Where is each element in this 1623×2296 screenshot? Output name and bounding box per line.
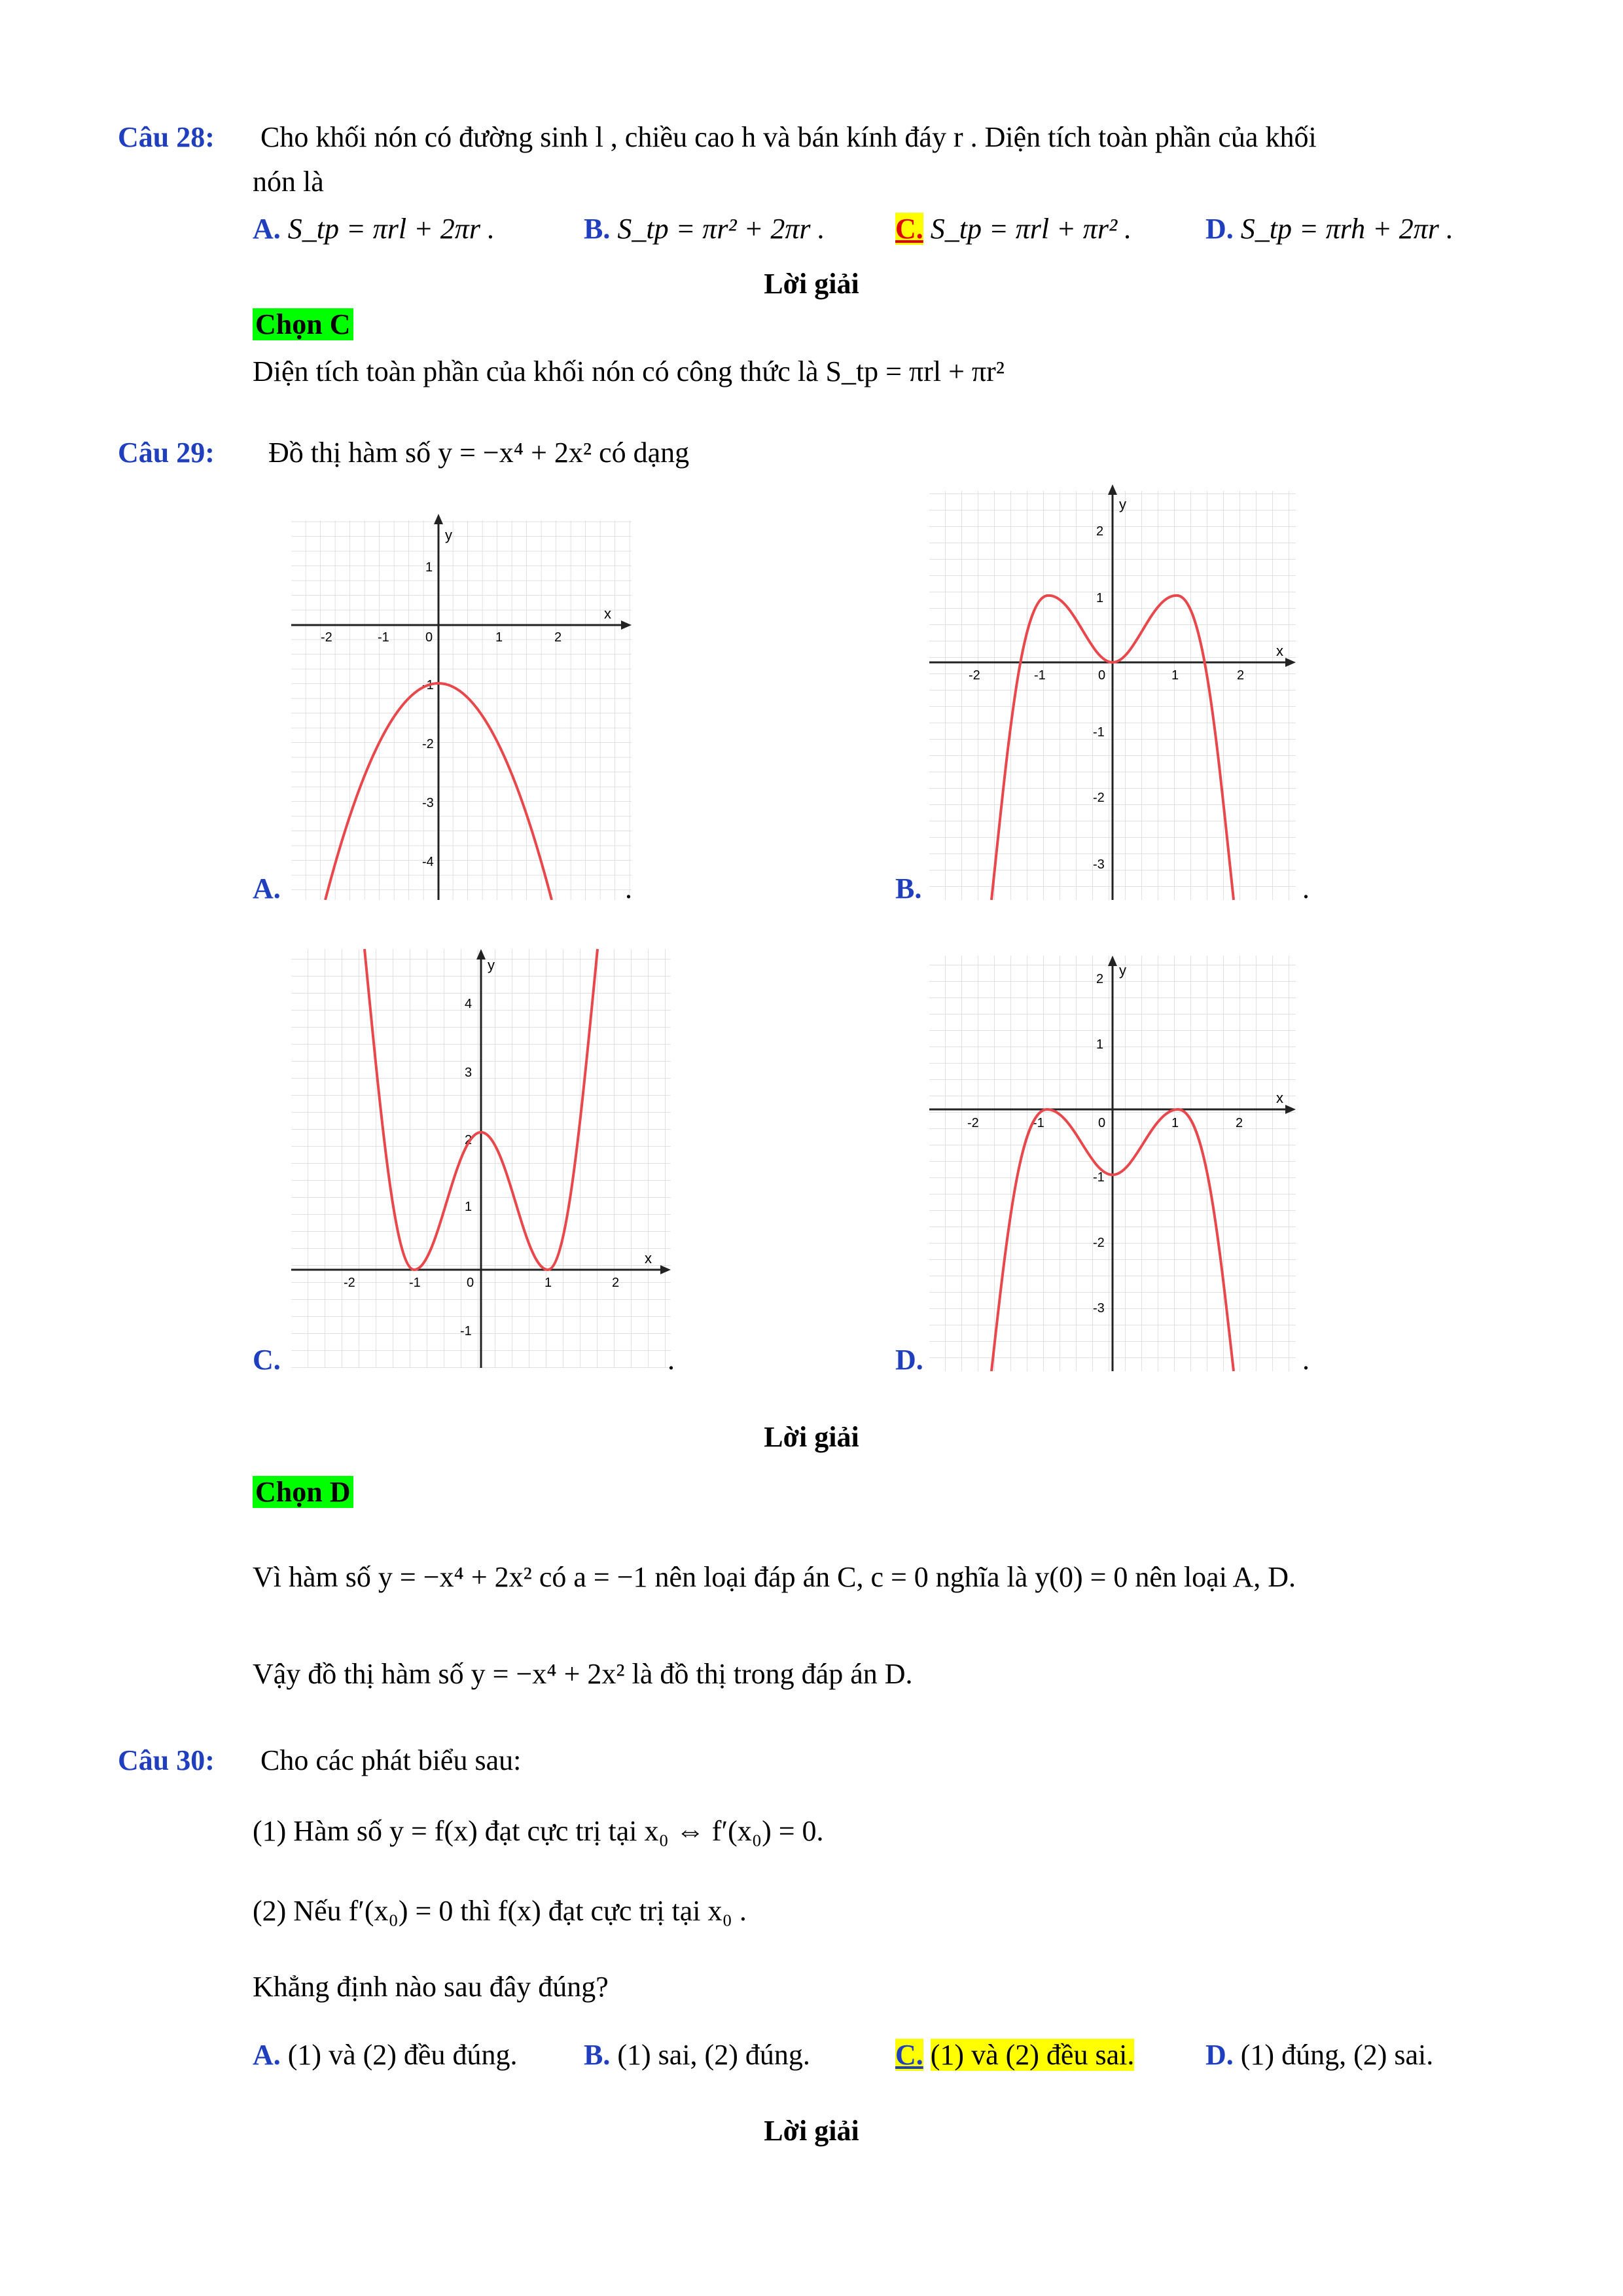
graph-d-ytick: 1 [1096, 1037, 1104, 1052]
graph-b-xtick: -2 [969, 668, 980, 683]
graph-a-xtick: -1 [378, 630, 389, 645]
graph-d-dot: . [1302, 1344, 1310, 1376]
graph-d-y-label: y [1119, 962, 1126, 978]
q30-question: Khẳng định nào sau đây đúng? [253, 1971, 609, 2003]
graph-c-ytick: 4 [465, 997, 473, 1011]
graph-c-label: C. [253, 1344, 281, 1376]
q28-solution-heading: Lời giải [764, 268, 859, 300]
q28-text-line2: nón là [253, 166, 324, 198]
graph-c-xtick: -2 [344, 1276, 355, 1290]
graph-b-xtick: 2 [1237, 668, 1245, 683]
graph-b [929, 478, 1296, 906]
graph-a-label: A. [253, 872, 281, 905]
graph-a-x-label: x [604, 605, 611, 622]
q30-option-b[interactable] [584, 2039, 810, 2071]
q28-option-d[interactable] [1205, 213, 1454, 245]
graph-b-xtick: 1 [1171, 668, 1179, 683]
q28-option-b-text: S_tp = πr² + 2πr . [617, 213, 825, 245]
graph-d-ytick: -1 [1093, 1170, 1105, 1185]
graph-a-xtick: -2 [321, 630, 332, 645]
q29-explanation1: Vì hàm số y = −x⁴ + 2x² có a = −1 nên loại đáp án C, c = 0 nghĩa là y(0) = 0 nên loại A, D. [253, 1561, 1296, 1593]
q30-statement1: (1) Hàm số y = f(x) đạt cực trị tại x₀ ⇔ f′(x₀) = 0. [253, 1815, 824, 1847]
graph-d-x-label: x [1276, 1090, 1283, 1106]
graph-c [291, 942, 671, 1374]
graph-c-ytick: 2 [465, 1133, 473, 1147]
graph-c-svg [291, 942, 671, 1368]
q30-option-d[interactable] [1205, 2039, 1433, 2071]
graph-c-xtick: -1 [409, 1276, 421, 1290]
q30-option-b-text: (1) sai, (2) đúng. [617, 2039, 810, 2071]
q28-option-b-label: B. [584, 213, 611, 245]
q28-option-b[interactable] [584, 213, 825, 245]
q30-option-a-text: (1) và (2) đều đúng. [287, 2039, 518, 2071]
graph-b-xtick: -1 [1034, 668, 1046, 683]
graph-d-xtick: 2 [1236, 1116, 1243, 1130]
graph-a-svg [291, 507, 632, 900]
graph-d-xtick: -2 [967, 1116, 979, 1130]
q28-option-d-label: D. [1205, 213, 1234, 245]
q30-option-a-label: A. [253, 2039, 281, 2071]
graph-d [929, 949, 1296, 1378]
graph-c-y-label: y [488, 957, 495, 973]
q29-choice: Chọn D [253, 1476, 353, 1508]
q28-option-a-text: S_tp = πrl + 2πr . [287, 213, 495, 245]
graph-a-dot: . [625, 872, 632, 905]
graph-a-y-label: y [445, 527, 452, 543]
graph-a-ytick: -2 [422, 737, 434, 751]
q28-number: Câu 28: [118, 121, 215, 153]
q30-number: Câu 30: [118, 1744, 215, 1776]
graph-b-x-label: x [1276, 643, 1283, 659]
graph-d-ytick: -3 [1093, 1301, 1105, 1316]
q30-statement2: (2) Nếu f′(x₀) = 0 thì f(x) đạt cực trị tại x₀ . [253, 1895, 747, 1927]
graph-a-ytick: -4 [422, 855, 434, 869]
q30-option-c[interactable] [895, 2039, 1134, 2071]
q29-explanation2: Vậy đồ thị hàm số y = −x⁴ + 2x² là đồ thị trong đáp án D. [253, 1658, 913, 1690]
q28-option-a[interactable] [253, 213, 495, 245]
q30-option-d-label: D. [1205, 2039, 1234, 2071]
graph-d-xtick: -1 [1033, 1116, 1044, 1130]
q30-text: Cho các phát biểu sau: [260, 1744, 522, 1776]
q29-number: Câu 29: [118, 437, 215, 469]
q28-explanation: Diện tích toàn phần của khối nón có công thức là S_tp = πrl + πr² [253, 355, 1005, 387]
q30-option-b-label: B. [584, 2039, 611, 2071]
graph-c-dot: . [668, 1344, 675, 1376]
graph-d-label: D. [895, 1344, 923, 1376]
graph-b-ytick: 2 [1096, 524, 1104, 539]
q29-text: Đồ thị hàm số y = −x⁴ + 2x² có dạng [268, 437, 690, 469]
graph-a-xtick: 1 [495, 630, 503, 645]
graph-c-ytick: 1 [465, 1200, 473, 1214]
q30-solution-heading: Lời giải [764, 2115, 859, 2147]
graph-d-ytick: -2 [1093, 1236, 1105, 1250]
graph-c-xtick: 0 [467, 1276, 474, 1290]
graph-c-ytick: 3 [465, 1066, 473, 1080]
graph-b-ytick: 1 [1096, 591, 1104, 605]
q30-option-a[interactable] [253, 2039, 517, 2071]
q28-option-d-text: S_tp = πrh + 2πr . [1240, 213, 1454, 245]
graph-c-xtick: 2 [612, 1276, 620, 1290]
q28-choice: Chọn C [253, 308, 353, 340]
q30-option-d-text: (1) đúng, (2) sai. [1240, 2039, 1434, 2071]
graph-c-xtick: 1 [544, 1276, 552, 1290]
graph-b-y-label: y [1119, 496, 1126, 512]
graph-c-x-label: x [645, 1250, 652, 1266]
q28-option-a-label: A. [253, 213, 281, 245]
q28-option-c[interactable] [895, 213, 1132, 245]
graph-a-xtick: 2 [554, 630, 562, 645]
q29-solution-heading: Lời giải [764, 1421, 859, 1453]
q28-option-c-label: C. [895, 213, 923, 245]
graph-b-ytick: -3 [1093, 857, 1105, 872]
graph-d-xtick: 0 [1098, 1116, 1106, 1130]
q28-option-c-text: S_tp = πrl + πr² . [930, 213, 1132, 245]
q30-option-c-label: C. [895, 2039, 923, 2071]
graph-b-ytick: -2 [1093, 791, 1105, 805]
q28-text-line1: Cho khối nón có đường sinh l , chiều cao h và bán kính đáy r . Diện tích toàn phần của khối [260, 121, 1317, 153]
graph-b-dot: . [1302, 872, 1310, 905]
graph-b-svg [929, 478, 1296, 900]
graph-a [291, 507, 632, 906]
graph-d-ytick: 2 [1096, 972, 1104, 986]
graph-c-ytick: -1 [460, 1324, 472, 1338]
graph-d-svg [929, 949, 1296, 1371]
graph-d-xtick: 1 [1171, 1116, 1179, 1130]
graph-a-ytick: 1 [425, 560, 433, 575]
q30-option-c-text: (1) và (2) đều sai. [930, 2039, 1135, 2071]
graph-a-ytick: -1 [422, 678, 434, 692]
graph-a-ytick: -3 [422, 796, 434, 810]
graph-b-ytick: -1 [1093, 725, 1105, 740]
graph-a-xtick: 0 [425, 630, 433, 645]
graph-b-xtick: 0 [1098, 668, 1106, 683]
graph-b-label: B. [895, 872, 922, 905]
